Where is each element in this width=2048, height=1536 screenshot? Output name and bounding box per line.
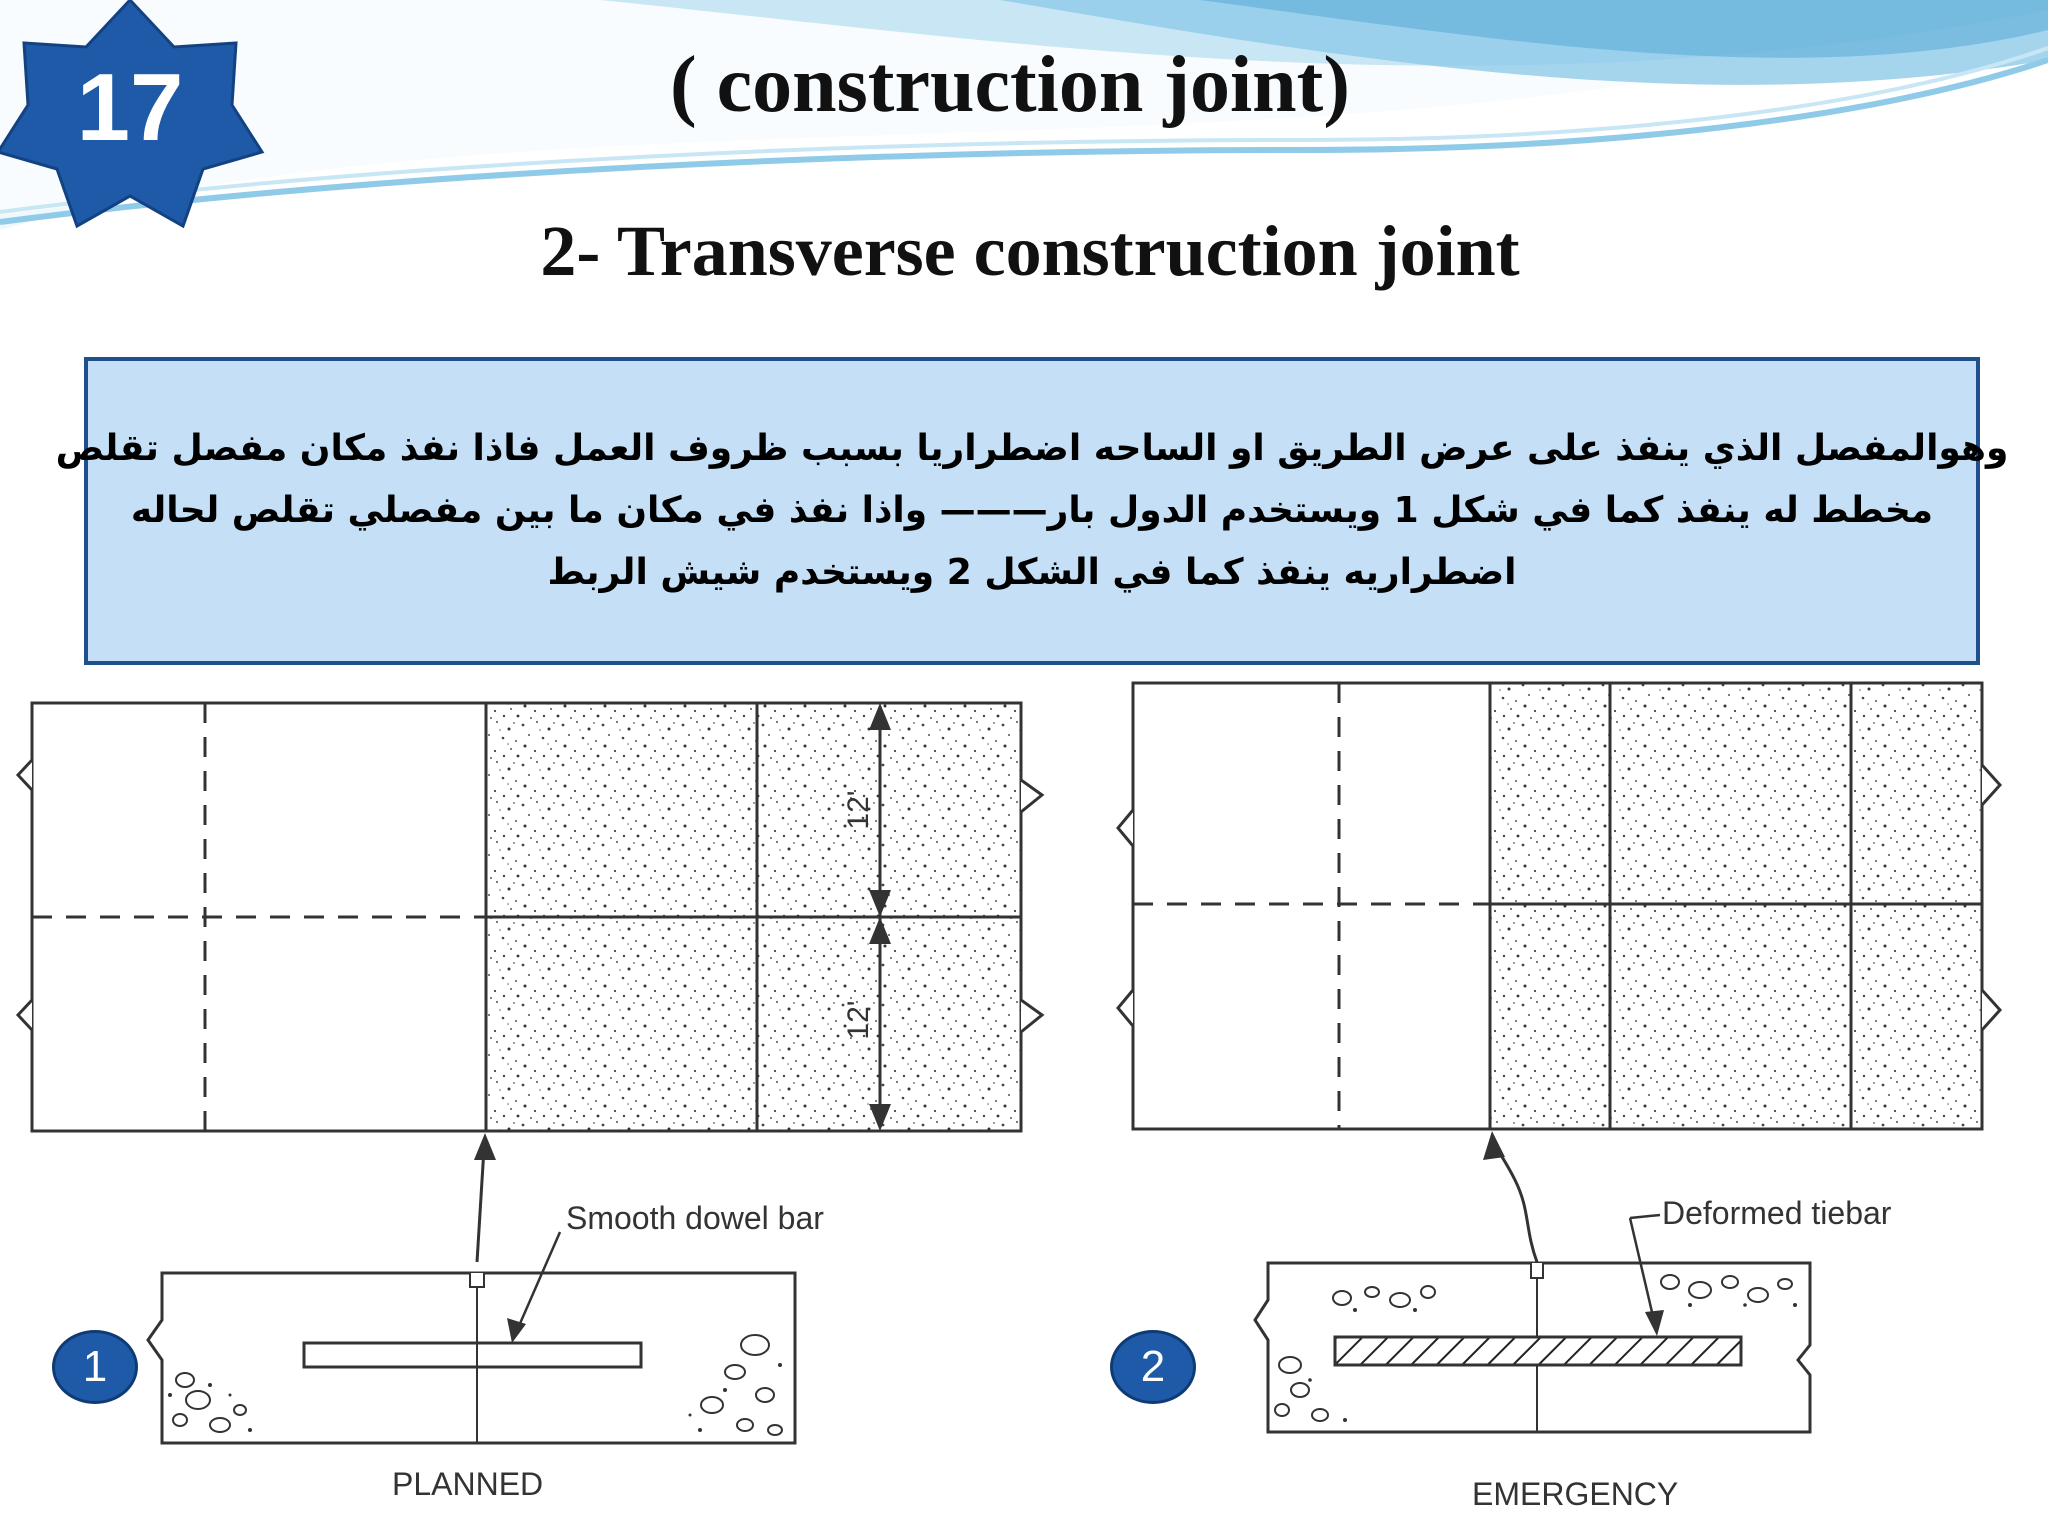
figure1-section-view (148, 1232, 795, 1443)
figure2-caption: EMERGENCY (1472, 1476, 1679, 1512)
description-text (56, 418, 2009, 604)
slide-title: ( construction joint) (670, 41, 1350, 129)
figure2-bar-label: Deformed tiebar (1662, 1195, 1892, 1231)
slide-subtitle: 2- Transverse construction joint (540, 211, 1520, 291)
figure1-bar-label: Smooth dowel bar (566, 1200, 824, 1236)
figure1-joint-pointer (474, 1133, 496, 1262)
figure2-joint-pointer (1483, 1131, 1537, 1262)
description-line-3: اضطراريه ينفذ كما في الشكل 2 ويستخدم شيش الربط (547, 552, 1517, 593)
figure1-plan-view (18, 703, 1042, 1131)
slide-number: 17 (76, 54, 184, 161)
figure1-dimension-bottom: 12' (842, 1000, 875, 1040)
description-box (55, 357, 2009, 665)
figure1-marker: 1 (52, 1330, 138, 1404)
description-line-2: مخطط له ينفذ كما في شكل 1 ويستخدم الدول بار——— واذا نفذ في مكان ما بين مفصلي تقلص لحاله (130, 490, 1934, 531)
description-line-1: وهوالمفصل الذي ينفذ على عرض الطريق او الساحه اضطراريا بسبب ظروف العمل فاذا نفذ مكان مفصل تقلص (55, 428, 2009, 469)
figure1-caption: PLANNED (392, 1466, 544, 1502)
figure1-dimension-top: 12' (842, 790, 875, 830)
figure2-marker: 2 (1110, 1330, 1196, 1404)
figure2-plan-view (1118, 683, 2000, 1129)
